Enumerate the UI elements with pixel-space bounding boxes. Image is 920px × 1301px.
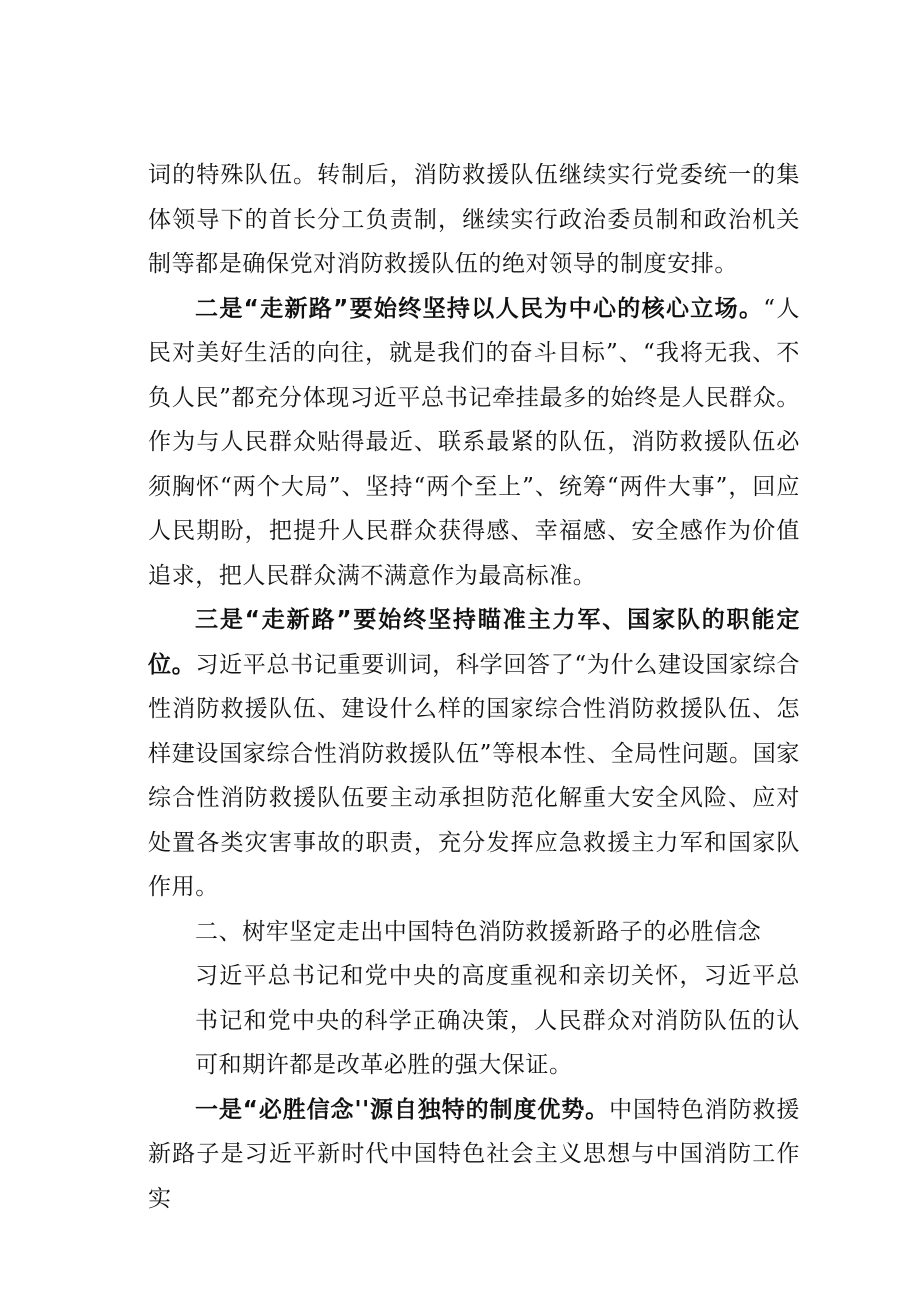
paragraph-5 <box>148 1088 800 1222</box>
paragraph-3 <box>148 598 800 910</box>
paragraph-4 <box>148 954 800 1088</box>
paragraph-5-text: 中国特色消防救援新路子是习近平新时代中国特色社会主义思想与中国消防工作实 <box>148 1096 800 1212</box>
paragraph-2 <box>148 287 800 599</box>
paragraph-1 <box>148 153 800 287</box>
paragraph-4-text: 习近平总书记和党中央的高度重视和亲切关怀，习近平总书记和党中央的科学正确决策，人民群众对消防队伍的认可和期许都是改革必胜的强大保证。 <box>195 963 800 1078</box>
document-page <box>148 153 800 1221</box>
paragraph-5-lead: 一是“必胜信念''源自独特的制度优势。 <box>195 1096 610 1123</box>
paragraph-2-text: “人民对美好生活的向往，就是我们的奋斗目标”、“我将无我、不负人民”都充分体现习近平总书记牵挂最多的始终是人民群众。作为与人民群众贴得最近、联系最紧的队伍，消防救援队伍必须胸怀“两个大局”、坚持“两个至上”、统筹“两件大事”，回应人民期盼，把提升人民群众获得感、幸福感、安全感作为价值追求，把人民群众满不满意作为最高标准。 <box>148 295 800 589</box>
section-heading-2: 二、树牢坚定走出中国特色消防救援新路子的必胜信念 <box>195 918 762 945</box>
paragraph-1-text: 词的特殊队伍。转制后，消防救援队伍继续实行党委统一的集体领导下的首长分工负责制，继续实行政治委员制和政治机关制等都是确保党对消防救援队伍的绝对领导的制度安排。 <box>148 162 800 277</box>
paragraph-2-lead: 二是“走新路”要始终坚持以人民为中心的核心立场。 <box>195 295 764 322</box>
paragraph-3-lead: 三是“走新路”要始终坚持瞄准主力军、国家队的职能定位。 <box>148 607 800 678</box>
paragraph-3-text: 习近平总书记重要训词，科学回答了“为什么建设国家综合性消防救援队伍、建设什么样的国家综合性消防救援队伍、怎样建设国家综合性消防救援队伍”等根本性、全局性问题。国家综合性消防救援队伍要主动承担防范化解重大安全风险、应对处置各类灾害事故的职责，充分发挥应急救援主力军和国家队作用。 <box>148 651 801 900</box>
